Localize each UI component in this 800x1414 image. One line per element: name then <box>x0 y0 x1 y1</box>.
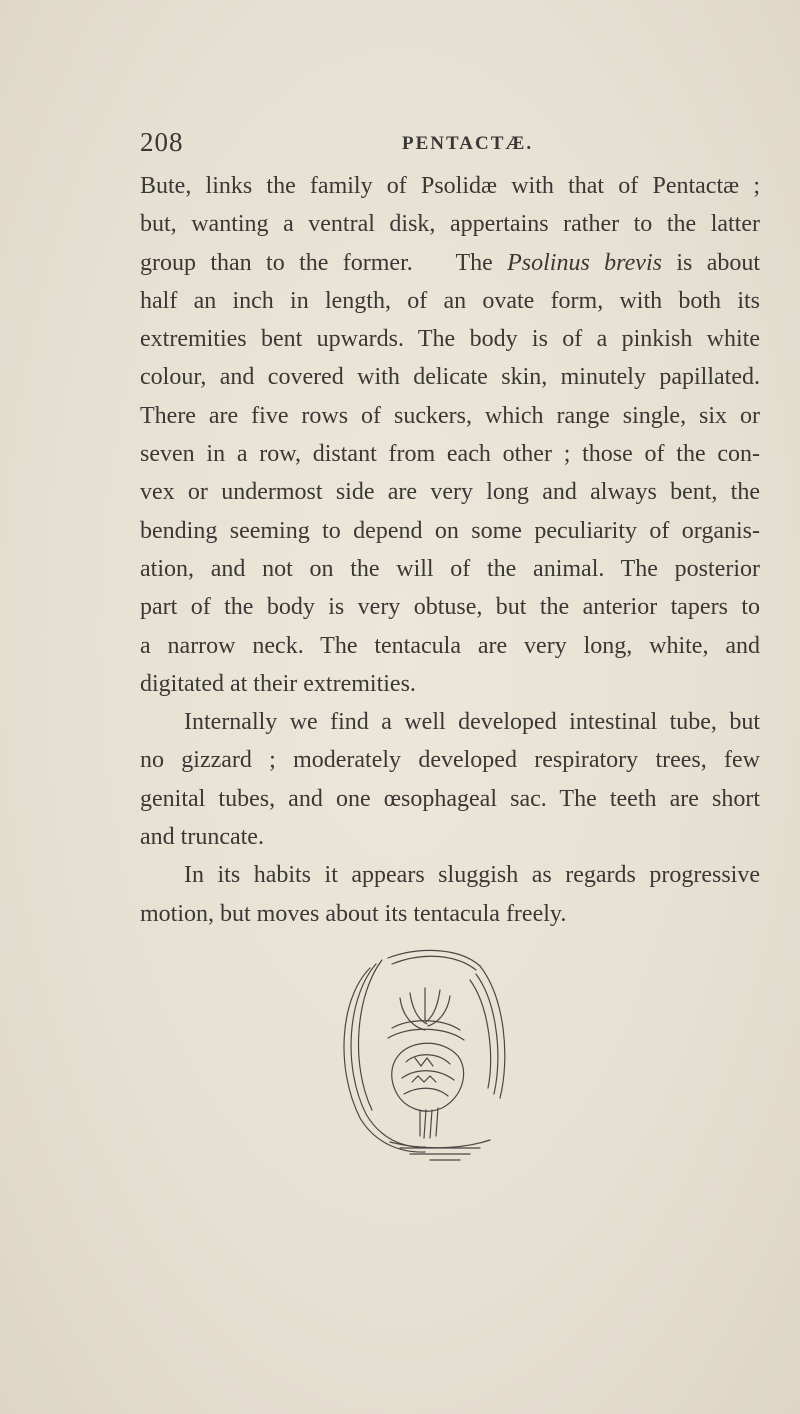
text-line: no gizzard ; moderately developed respiratory trees, few <box>140 747 760 774</box>
page-number: 208 <box>140 127 184 157</box>
text-line: ation, and not on the will of the animal. The posterior <box>140 555 760 582</box>
text-line <box>140 244 760 282</box>
text-line: Internally we find a well developed intestinal tube, but <box>184 709 760 736</box>
text-line: motion, but moves about its tentacula freely. <box>140 900 567 927</box>
body-text <box>140 167 760 933</box>
text-line: part of the body is very obtuse, but the anterior tapers to <box>140 594 760 621</box>
text-line: vex or undermost side are very long and always bent, the <box>140 479 760 506</box>
text-segment: is about <box>676 249 761 276</box>
text-line: digitated at their extremities. <box>140 670 416 697</box>
running-head: PENTACTÆ. <box>402 133 534 154</box>
text-line: bending seeming to depend on some peculiarity of organis- <box>140 517 760 544</box>
text-line: Bute, links the family of Psolidæ with that of Pentactæ ; <box>140 173 760 199</box>
text-line: and truncate. <box>140 824 264 851</box>
text-line: genital tubes, and one œsophageal sac. The teeth are short <box>140 785 760 812</box>
text-line: seven in a row, distant from each other ; those of the con- <box>140 441 760 468</box>
text-line: but, wanting a ventral disk, appertains rather to the latter <box>140 211 760 238</box>
text-segment: group than to the former. <box>140 249 413 276</box>
text-line: In its habits it appears sluggish as regards progressive <box>184 862 760 889</box>
text-line: colour, and covered with delicate skin, minutely papillated. <box>140 364 760 391</box>
text-line: extremities bent upwards. The body is of a pinkish white <box>140 326 760 353</box>
species-name: Psolinus brevis <box>507 249 662 276</box>
page-header <box>140 127 740 163</box>
text-line: half an inch in length, of an ovate form, with both its <box>140 287 760 314</box>
text-segment: The <box>455 249 493 276</box>
tentacle-ornament-icon <box>330 938 520 1170</box>
text-line: a narrow neck. The tentacula are very long, white, and <box>140 632 760 659</box>
text-line: There are five rows of suckers, which range single, six or <box>140 402 760 429</box>
